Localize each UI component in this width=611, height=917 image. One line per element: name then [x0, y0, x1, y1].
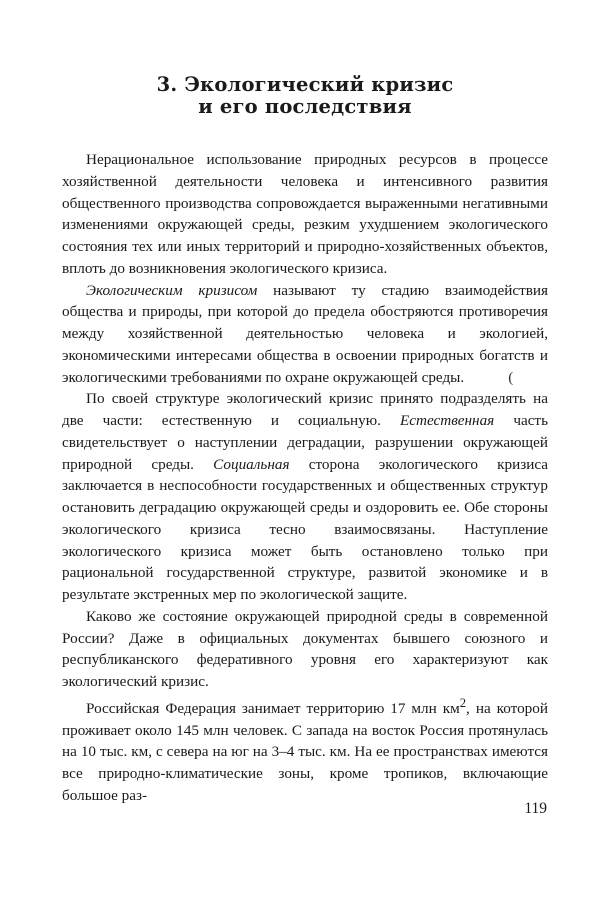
- section-heading: [62, 74, 548, 118]
- paragraph-2-text: называют ту стадию взаимодействия общества и природы, при которой до предела обостряются противоречия между хозяйственной деятельностью человека и экологией, экономическими интересами общества в освоении природных богатств и экологическими требованиями по охране окружающей среды.: [62, 281, 549, 386]
- paragraph-3-text-c: сторона экологического кризиса заключается в неспособности государственных и общественных структур остановить деградацию окружающей среды и оздоровить ее. Обе стороны экологического кризиса тесно взаимосвязаны. Наступление экологического кризиса может быть остановлено только при рациональной государственной структуре, развитой экономике и в результате экстренных мер по экологической защите.: [62, 455, 549, 603]
- term-social: Социальная: [213, 455, 290, 473]
- paragraph-4: Каково же состояние окружающей природной среды в современной России? Даже в официальных документах бывшего союзного и республиканского федеративного уровня его характеризуют как экологический кризис.: [62, 607, 548, 690]
- superscript-2: 2: [459, 695, 467, 710]
- paragraph-2: [62, 280, 548, 389]
- section-heading-line-1: 3. Экологический кризис: [156, 73, 454, 96]
- paragraph-3-text-b: часть свидетельствует о наступлении деградации, разрушении окружающей природной среды.: [62, 412, 548, 473]
- paragraph-3-text-a: По своей структуре экологический кризис принято подразделять на две части: естественную и социальную.: [62, 390, 548, 429]
- page-content: [62, 74, 548, 807]
- paragraph-5-text-b: , на которой проживает около 145 млн человек. С запада на восток Россия протянулась на 10 тыс. км, с севера на юг на 3–4 тыс. км. На ее пространствах имеются все природно-климатические зоны, кроме тропиков, включающие большое раз-: [62, 699, 548, 804]
- paragraph-1: Нерациональное использование природных ресурсов в процессе хозяйственной деятельности человека и интенсивного развития общественного производства сопровождается выраженными негативными изменениями окружающей среды, резким ухудшением экологического состояния тех или иных территорий и природно-хозяйственных объектов, вплоть до возникновения экологического кризиса.: [62, 151, 548, 277]
- paragraph-3: [62, 388, 548, 606]
- margin-mark: (: [508, 368, 514, 386]
- section-heading-line-2: и его последствия: [198, 95, 412, 118]
- paragraph-5-text-a: Российская Федерация занимает территорию 17 млн км: [86, 699, 460, 717]
- page-number: 119: [524, 800, 547, 817]
- term-ecological-crisis: Экологическим кризисом: [86, 281, 258, 299]
- term-natural: Естественная: [399, 412, 495, 429]
- paragraph-5: [62, 693, 548, 807]
